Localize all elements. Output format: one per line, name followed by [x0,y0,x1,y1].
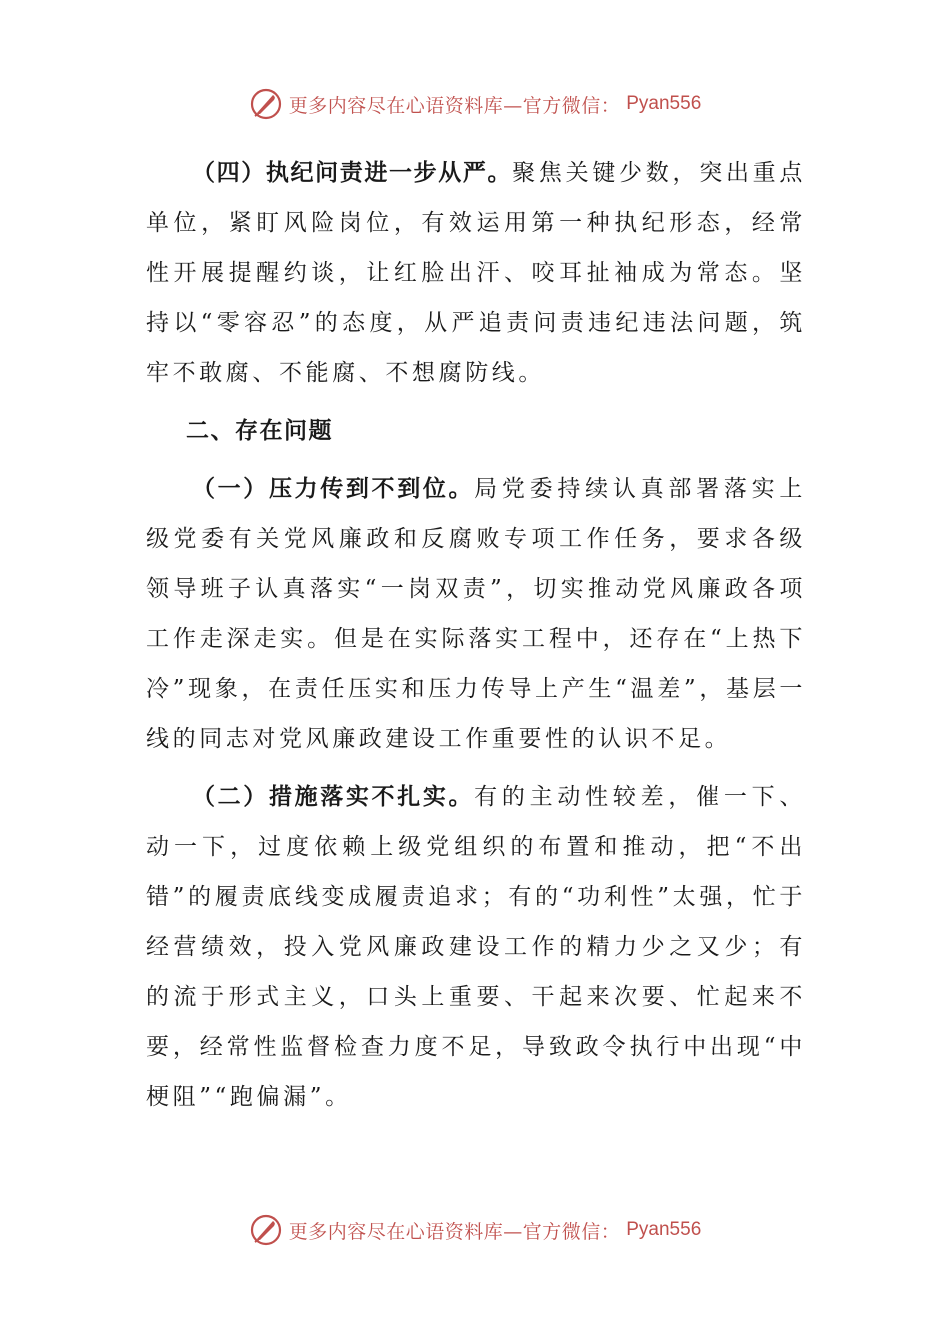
paragraph-lead: （一）压力传到不到位。 [192,475,475,502]
paragraph-lead: （二）措施落实不扎实。 [192,783,475,810]
paragraph-problem-pressure [146,464,806,764]
watermark-wechat-id: Pyan556 [626,1219,702,1240]
paragraph-text: 局党委持续认真部署落实上级党委有关党风廉政和反腐败专项工作任务，要求各级领导班子认真落实“一岗双责”，切实推动党风廉政各项工作走深走实。但是在实际落实工程中，还存在“上热下冷”现象，在责任压实和压力传导上产生“温差”，基层一线的同志对党风廉政建设工作重要性的认识不足。 [146,476,807,752]
paragraph-lead: （四）执纪问责进一步从严。 [192,159,513,186]
quill-logo-icon [249,1213,283,1247]
paragraph-text: 聚焦关键少数，突出重点单位，紧盯风险岗位，有效运用第一种执纪形态，经常性开展提醒约谈，让红脸出汗、咬耳扯袖成为常态。坚持以“零容忍”的态度，从严追责问责违纪违法问题，筑牢不敢腐、不能腐、不想腐防线。 [146,160,806,386]
paragraph-text: 有的主动性较差，催一下、动一下，过度依赖上级党组织的布置和推动，把“不出错”的履责底线变成履责追求；有的“功利性”太强，忙于经营绩效，投入党风廉政建设工作的精力少之又少；有的流于形式主义，口头上重要、干起来次要、忙起来不要，经常性监督检查力度不足，导致政令执行中出现“中梗阻”“跑偏漏”。 [146,784,807,1110]
paragraph-problem-measures [146,772,806,1122]
header-watermark [0,84,950,124]
quill-logo-icon [249,87,283,121]
footer-watermark [0,1210,950,1250]
paragraph-discipline [146,148,806,398]
watermark-wechat-id: Pyan556 [626,93,702,114]
section-heading-problems: 二、存在问题 [186,418,333,444]
document-body [146,148,806,1130]
watermark-text: 更多内容尽在心语资料库—官方微信： [288,1220,621,1243]
watermark-text: 更多内容尽在心语资料库—官方微信： [288,94,621,117]
